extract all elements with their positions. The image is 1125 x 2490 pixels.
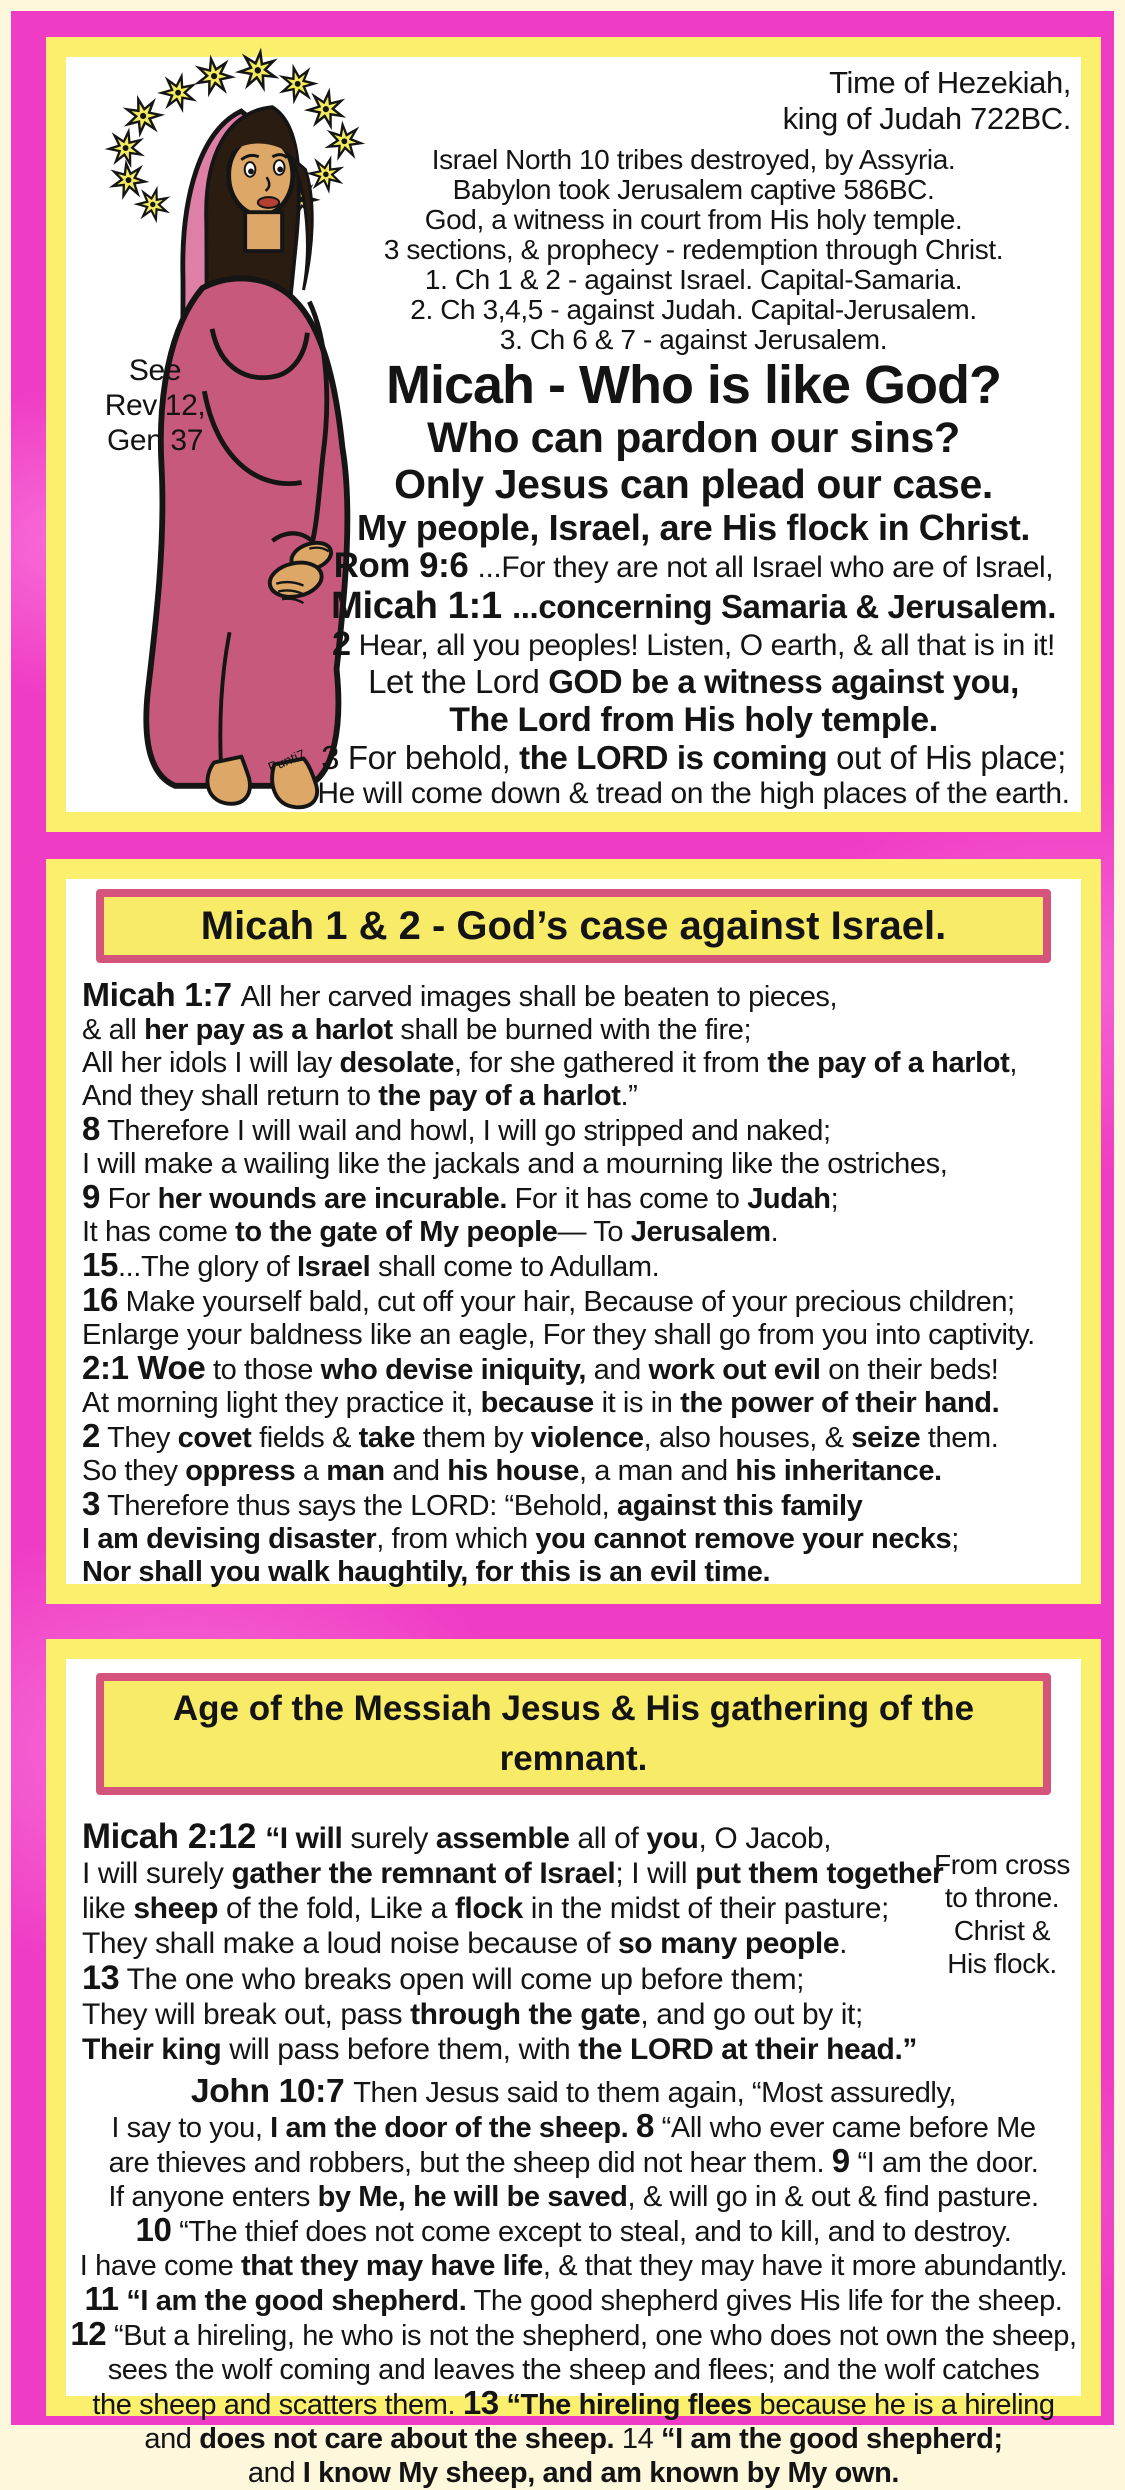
text-line: 2 Hear, all you peoples! Listen, O earth, & all that is in it! — [332, 625, 1055, 663]
text-line: 12 “But a hireling, he who is not the shepherd, one who does not own the sheep, — [70, 2316, 1077, 2353]
text-line: & all her pay as a harlot shall be burned with the fire; — [82, 1014, 752, 1046]
text-line: 15...The glory of Israel shall come to Adullam. — [82, 1247, 660, 1284]
text-line: So they oppress a man and his house, a man and his inheritance. — [82, 1455, 942, 1487]
text-line: sees the wolf coming and leaves the sheep and flees; and the wolf catches — [107, 2354, 1040, 2386]
text-line: the sheep and scatters them. 13 “The hireling flees because he is a hireling — [92, 2385, 1055, 2422]
text-line: They will break out, pass through the gate, and go out by it; — [82, 1998, 863, 2031]
text-line: Nor shall you walk haughtily, for this is an evil time. — [82, 1556, 771, 1588]
text-line: I will surely gather the remnant of Israel; I will put them together — [82, 1857, 944, 1890]
text-line: I say to you, I am the door of the sheep. 8 “All who ever came before Me — [111, 2108, 1036, 2145]
text-line: 1. Ch 1 & 2 - against Israel. Capital-Samaria. — [424, 264, 963, 295]
text-line: Babylon took Jerusalem captive 586BC. — [452, 174, 935, 205]
messiah-remnant-panel — [46, 1639, 1101, 2489]
panel3-john-text-block — [68, 2075, 1079, 2490]
section-header-micah-1-2: Micah 1 & 2 - God’s case against Israel. — [96, 889, 1051, 963]
panel1-text-block — [314, 145, 1073, 811]
neck — [245, 212, 282, 251]
text-line: 11 “I am the good shepherd. The good shepherd gives His life for the sheep. — [84, 2281, 1063, 2318]
cross-note-line: to throne. — [944, 1882, 1060, 1913]
panel2-text-block — [82, 979, 1077, 1589]
text-line: are thieves and robbers, but the sheep did not hear them. 9 “I am the door. — [108, 2143, 1039, 2180]
cross-to-throne-note — [927, 1848, 1077, 1980]
text-line: It has come to the gate of My people— To Jerusalem. — [82, 1216, 779, 1248]
text-line: Micah 1:7 All her carved images shall be beaten to pieces, — [82, 977, 838, 1014]
text-line: God, a witness in court from His holy temple. — [424, 204, 963, 235]
see-note-line: Gen 37 — [106, 424, 203, 457]
text-line: 13 The one who breaks open will come up before them; — [82, 1959, 805, 1997]
text-line: Let the Lord GOD be a witness against you, — [368, 663, 1019, 700]
text-line: Israel North 10 tribes destroyed, by Assyria. — [431, 144, 956, 175]
intro-panel — [46, 37, 1101, 832]
text-line: 3 Therefore thus says the LORD: “Behold, against this family — [82, 1486, 863, 1523]
see-note-line: See — [128, 354, 182, 387]
text-line: 10 “The thief does not come except to steal, and to kill, and to destroy. — [135, 2212, 1012, 2249]
cross-note-line: His flock. — [947, 1948, 1057, 1979]
see-note-line: Rev 12, — [104, 389, 206, 422]
text-line: and does not care about the sheep. 14 “I am the good shepherd; — [144, 2423, 1003, 2455]
text-line: Micah - Who is like God? — [385, 355, 1002, 415]
text-line: At morning light they practice it, because it is in the power of their hand. — [82, 1387, 1000, 1419]
text-line: Only Jesus can plead our case. — [394, 461, 993, 507]
text-line: Micah 1:1 ...concerning Samaria & Jerusalem. — [331, 584, 1056, 627]
text-line: 3 sections, & prophecy - redemption through Christ. — [383, 234, 1004, 265]
text-line: Who can pardon our sins? — [427, 414, 960, 462]
text-line: He will come down & tread on the high places of the earth. — [317, 777, 1070, 810]
text-line: All her idols I will lay desolate, for she gathered it from the pay of a harlot, — [82, 1047, 1018, 1079]
text-line: and I know My sheep, and am known by My own. — [247, 2457, 900, 2489]
time-note-line: king of Judah 722BC. — [782, 101, 1071, 136]
text-line: Enlarge your baldness like an eagle, For they shall go from you into captivity. — [82, 1319, 1035, 1351]
text-line: 2:1 Woe to those who devise iniquity, and work out evil on their beds! — [82, 1350, 999, 1387]
text-line: 2 They covet fields & take them by violence, also houses, & seize them. — [82, 1418, 999, 1455]
text-line: 16 Make yourself bald, cut off your hair, Because of your precious children; — [82, 1282, 1015, 1319]
text-line: I have come that they may have life, & that they may have it more abundantly. — [79, 2250, 1068, 2282]
text-line: If anyone enters by Me, he will be saved, & will go in & out & find pasture. — [108, 2181, 1039, 2213]
cross-note-line: From cross — [933, 1849, 1070, 1880]
text-line: Micah 2:12 “I will surely assemble all of you, O Jacob, — [82, 1817, 832, 1856]
section-header-messiah: Age of the Messiah Jesus & His gathering of the remnant. — [96, 1673, 1051, 1795]
text-line: I am devising disaster, from which you cannot remove your necks; — [82, 1523, 959, 1555]
artist-signature: Punti7 — [265, 746, 308, 776]
text-line: 8 Therefore I will wail and howl, I will go stripped and naked; — [82, 1111, 831, 1148]
text-line: John 10:7 Then Jesus said to them again, “Most assuredly, — [190, 2073, 957, 2110]
text-line: And they shall return to the pay of a harlot.” — [82, 1080, 638, 1112]
text-line: My people, Israel, are His flock in Christ. — [356, 507, 1031, 548]
text-line: 9 For her wounds are incurable. For it has come to Judah; — [82, 1179, 839, 1216]
micah-1-2-panel — [46, 859, 1101, 1604]
text-line: Their king will pass before them, with the LORD at their head.” — [82, 2033, 918, 2066]
text-line: The Lord from His holy temple. — [449, 701, 938, 739]
text-line: like sheep of the fold, Like a flock in the midst of their pasture; — [82, 1892, 889, 1925]
text-line: 3 For behold, the LORD is coming out of His place; — [321, 739, 1066, 776]
time-note — [783, 65, 1071, 137]
text-line: 2. Ch 3,4,5 - against Judah. Capital-Jerusalem. — [410, 294, 977, 325]
cross-note-line: Christ & — [953, 1915, 1051, 1946]
text-line: 3. Ch 6 & 7 - against Jerusalem. — [499, 324, 888, 355]
text-line: They shall make a loud noise because of so many people. — [82, 1927, 848, 1960]
text-line: Rom 9:6 ...For they are not all Israel who are of Israel, — [333, 546, 1054, 585]
see-references-note — [80, 353, 230, 458]
text-line: I will make a wailing like the jackals and a mourning like the ostriches, — [82, 1148, 948, 1180]
time-note-line: Time of Hezekiah, — [829, 65, 1071, 100]
